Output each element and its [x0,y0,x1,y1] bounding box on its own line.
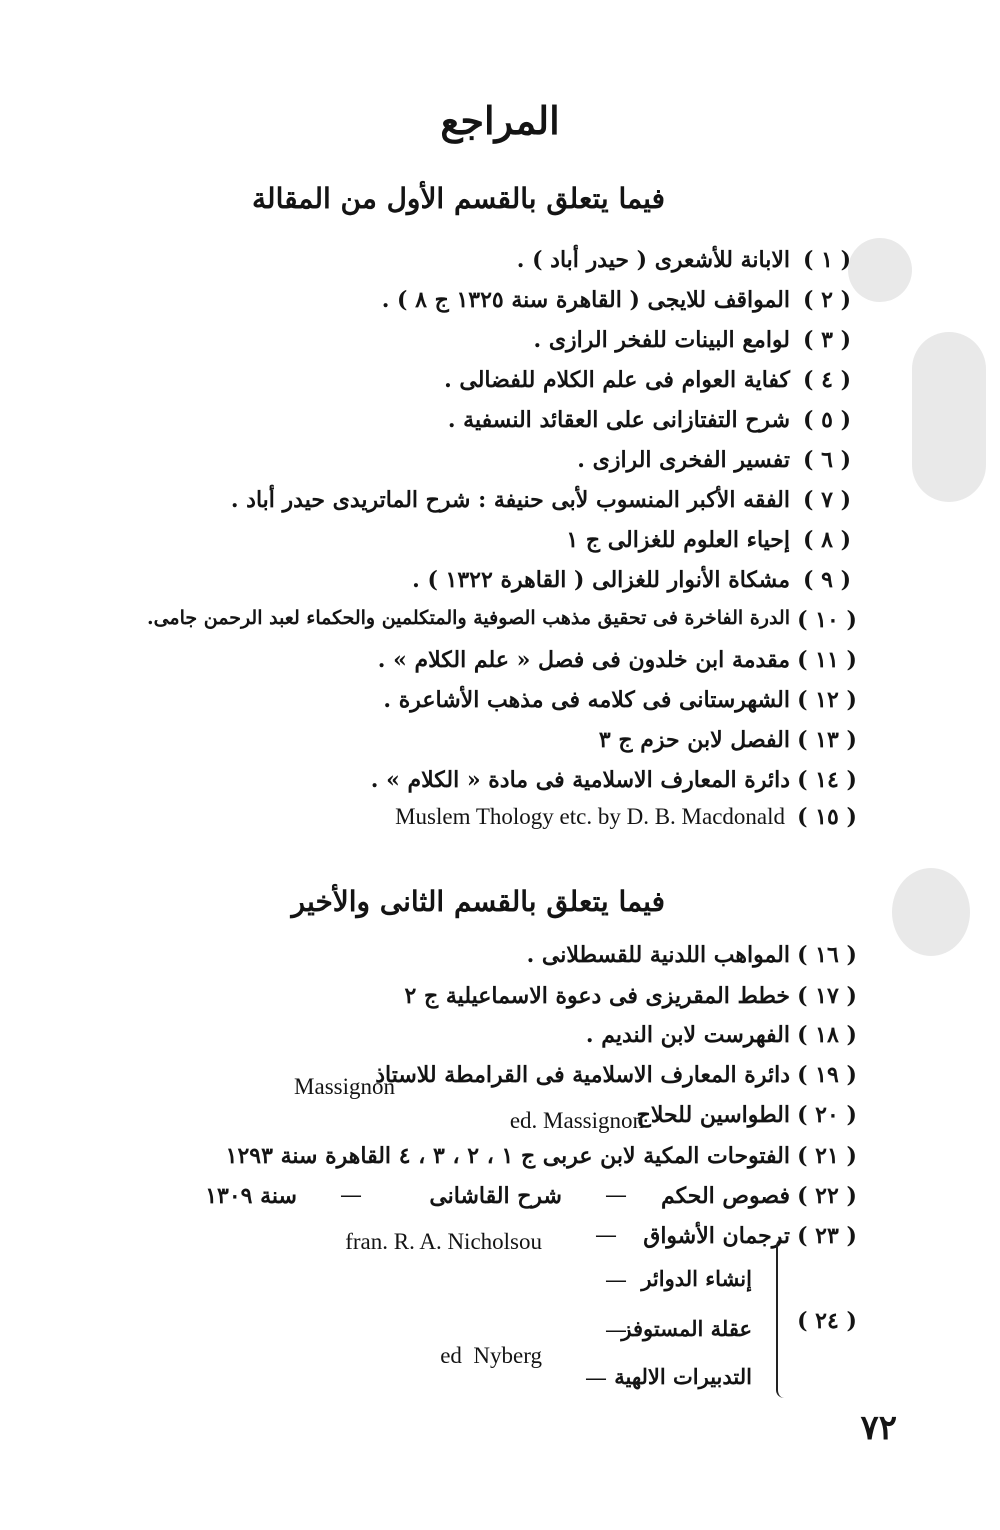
sub-entry-text: إنشاء الدوائر [641,1266,752,1291]
entry-number: ( ٢ ) [803,287,851,313]
section-heading-2: فيما يتعلق بالقسم الثانى والأخير [291,885,665,918]
entry-number: ( ١٠ ) [797,607,857,633]
reference-entry [0,247,1000,287]
reference-entry [0,1183,1000,1223]
entry-text: دائرة المعارف الاسلامية فى مادة « الكلام » . [370,767,790,793]
reference-entry [0,1022,1000,1062]
sub-entry-text: عقلة المستوفز [621,1316,752,1341]
entry-text: إحياء العلوم للغزالى ج ١ [566,527,790,553]
entry-year: سنة ١٣٠٩ [205,1183,297,1209]
dash: — [585,1366,607,1391]
dash: — [605,1318,627,1343]
reference-entry [0,367,1000,407]
entry-number: ( ٤ ) [803,367,851,393]
entry-latin-text: Muslem Thology etc. by D. B. Macdonald [395,804,785,829]
entry-latin-text: ed. Massignon [509,1108,644,1133]
entry-text: لوامع البينات للفخر الرازى . [533,327,790,353]
reference-entry [0,687,1000,727]
entry-text: دائرة المعارف الاسلامية فى القرامطة للاستاذ [375,1062,790,1088]
entry-number: ( ٢٣ ) [797,1223,857,1249]
reference-entry [0,607,1000,647]
entry-text: كفاية العوام فى علم الكلام للفضالى . [444,367,790,393]
entry-text: مقدمة ابن خلدون فى فصل « علم الكلام » . [377,647,790,673]
entry-text: الفتوحات المكية لابن عربى ج ١ ، ٢ ، ٣ ، ٤ القاهرة سنة ١٢٩٣ [225,1143,790,1169]
entry-number: ( ١٦ ) [797,942,857,968]
entry-number: ( ١٣ ) [797,727,857,753]
reference-entry [0,1062,1000,1102]
entry-number: ( ٥ ) [803,407,851,433]
dash: — [605,1268,627,1293]
entry-number: ( ١ ) [803,247,851,273]
reference-entry [0,942,1000,982]
entry-number: ( ١٤ ) [797,767,857,793]
entry-text: الابانة للأشعرى ( حيدر أباد ) . [516,247,790,273]
entry-text: الفقه الأكبر المنسوب لأبى حنيفة : شرح الماتريدى حيدر أباد . [230,487,790,513]
reference-entry [0,767,1000,807]
entry-number: ( ٦ ) [803,447,851,473]
reference-entry [0,1102,1000,1142]
reference-entry [0,487,1000,527]
section-heading-1: فيما يتعلق بالقسم الأول من المقالة [252,182,665,215]
entry-number: ( ٣ ) [803,327,851,353]
entry-latin-text: ed Nyberg [440,1343,542,1368]
reference-entry [0,447,1000,487]
reference-entry [0,1223,1000,1263]
entry-number: ( ١١ ) [797,647,857,673]
dash: — [605,1183,627,1208]
page-title: المراجع [440,98,560,143]
entry-text: مشكاة الأنوار للغزالى ( القاهرة ١٣٢٢ ) . [412,567,790,593]
dash: — [340,1183,362,1208]
entry-number: ( ٧ ) [803,487,851,513]
reference-entry [0,1143,1000,1183]
entry-number: ( ١٢ ) [797,687,857,713]
entry-latin-text: Massignon [294,1074,395,1099]
reference-entry [0,327,1000,367]
reference-entry [0,287,1000,327]
reference-entry [0,407,1000,447]
reference-entry [0,983,1000,1023]
entry-number: ( ٢١ ) [797,1143,857,1169]
entry-number: ( ٢٠ ) [797,1102,857,1128]
entry-number: ( ٢٢ ) [797,1183,857,1209]
entry-text: تفسير الفخرى الرازى . [577,447,790,473]
entry-number: ( ٢٤ ) [797,1308,857,1334]
entry-text: الطواسين للحلاج [636,1102,790,1128]
entry-number: ( ١٨ ) [797,1022,857,1048]
entry-number: ( ١٩ ) [797,1062,857,1088]
entry-latin-text: fran. R. A. Nicholsou [345,1229,542,1254]
reference-entry [0,567,1000,607]
entry-number: ( ١٥ ) [797,804,857,830]
page-number: ٧٢ [860,1408,897,1448]
entry-commentary: شرح القاشانى [429,1183,562,1209]
entry-text: خطط المقريزى فى دعوة الاسماعيلية ج ٢ [404,983,790,1009]
entry-text: فصوص الحكم [660,1183,790,1209]
entry-text: الفهرست لابن النديم . [585,1022,790,1048]
entry-number: ( ٩ ) [803,567,851,593]
entry-number: ( ٨ ) [803,527,851,553]
entry-number: ( ١٧ ) [797,983,857,1009]
entry-text: المواهب اللدنية للقسطلانى . [526,942,790,968]
entry-text: الدرة الفاخرة فى تحقيق مذهب الصوفية والمتكلمين والحكماء لعبد الرحمن جامى. [146,607,790,629]
reference-entry [0,727,1000,767]
reference-entry [0,647,1000,687]
entry-text: المواقف للايجى ( القاهرة سنة ١٣٢٥ ج ٨ ) . [381,287,790,313]
sub-entry-text: التدبيرات الالهية [614,1364,752,1389]
dash: — [595,1223,617,1248]
reference-entry [0,804,1000,844]
entry-text: شرح التفتازانى على العقائد النسفية . [447,407,790,433]
entry-text: ترجمان الأشواق [643,1223,790,1249]
entry-text: الفصل لابن حزم ج ٣ [598,727,790,753]
entry-text: الشهرستانى فى كلامه فى مذهب الأشاعرة . [383,687,790,713]
reference-entry [0,527,1000,567]
